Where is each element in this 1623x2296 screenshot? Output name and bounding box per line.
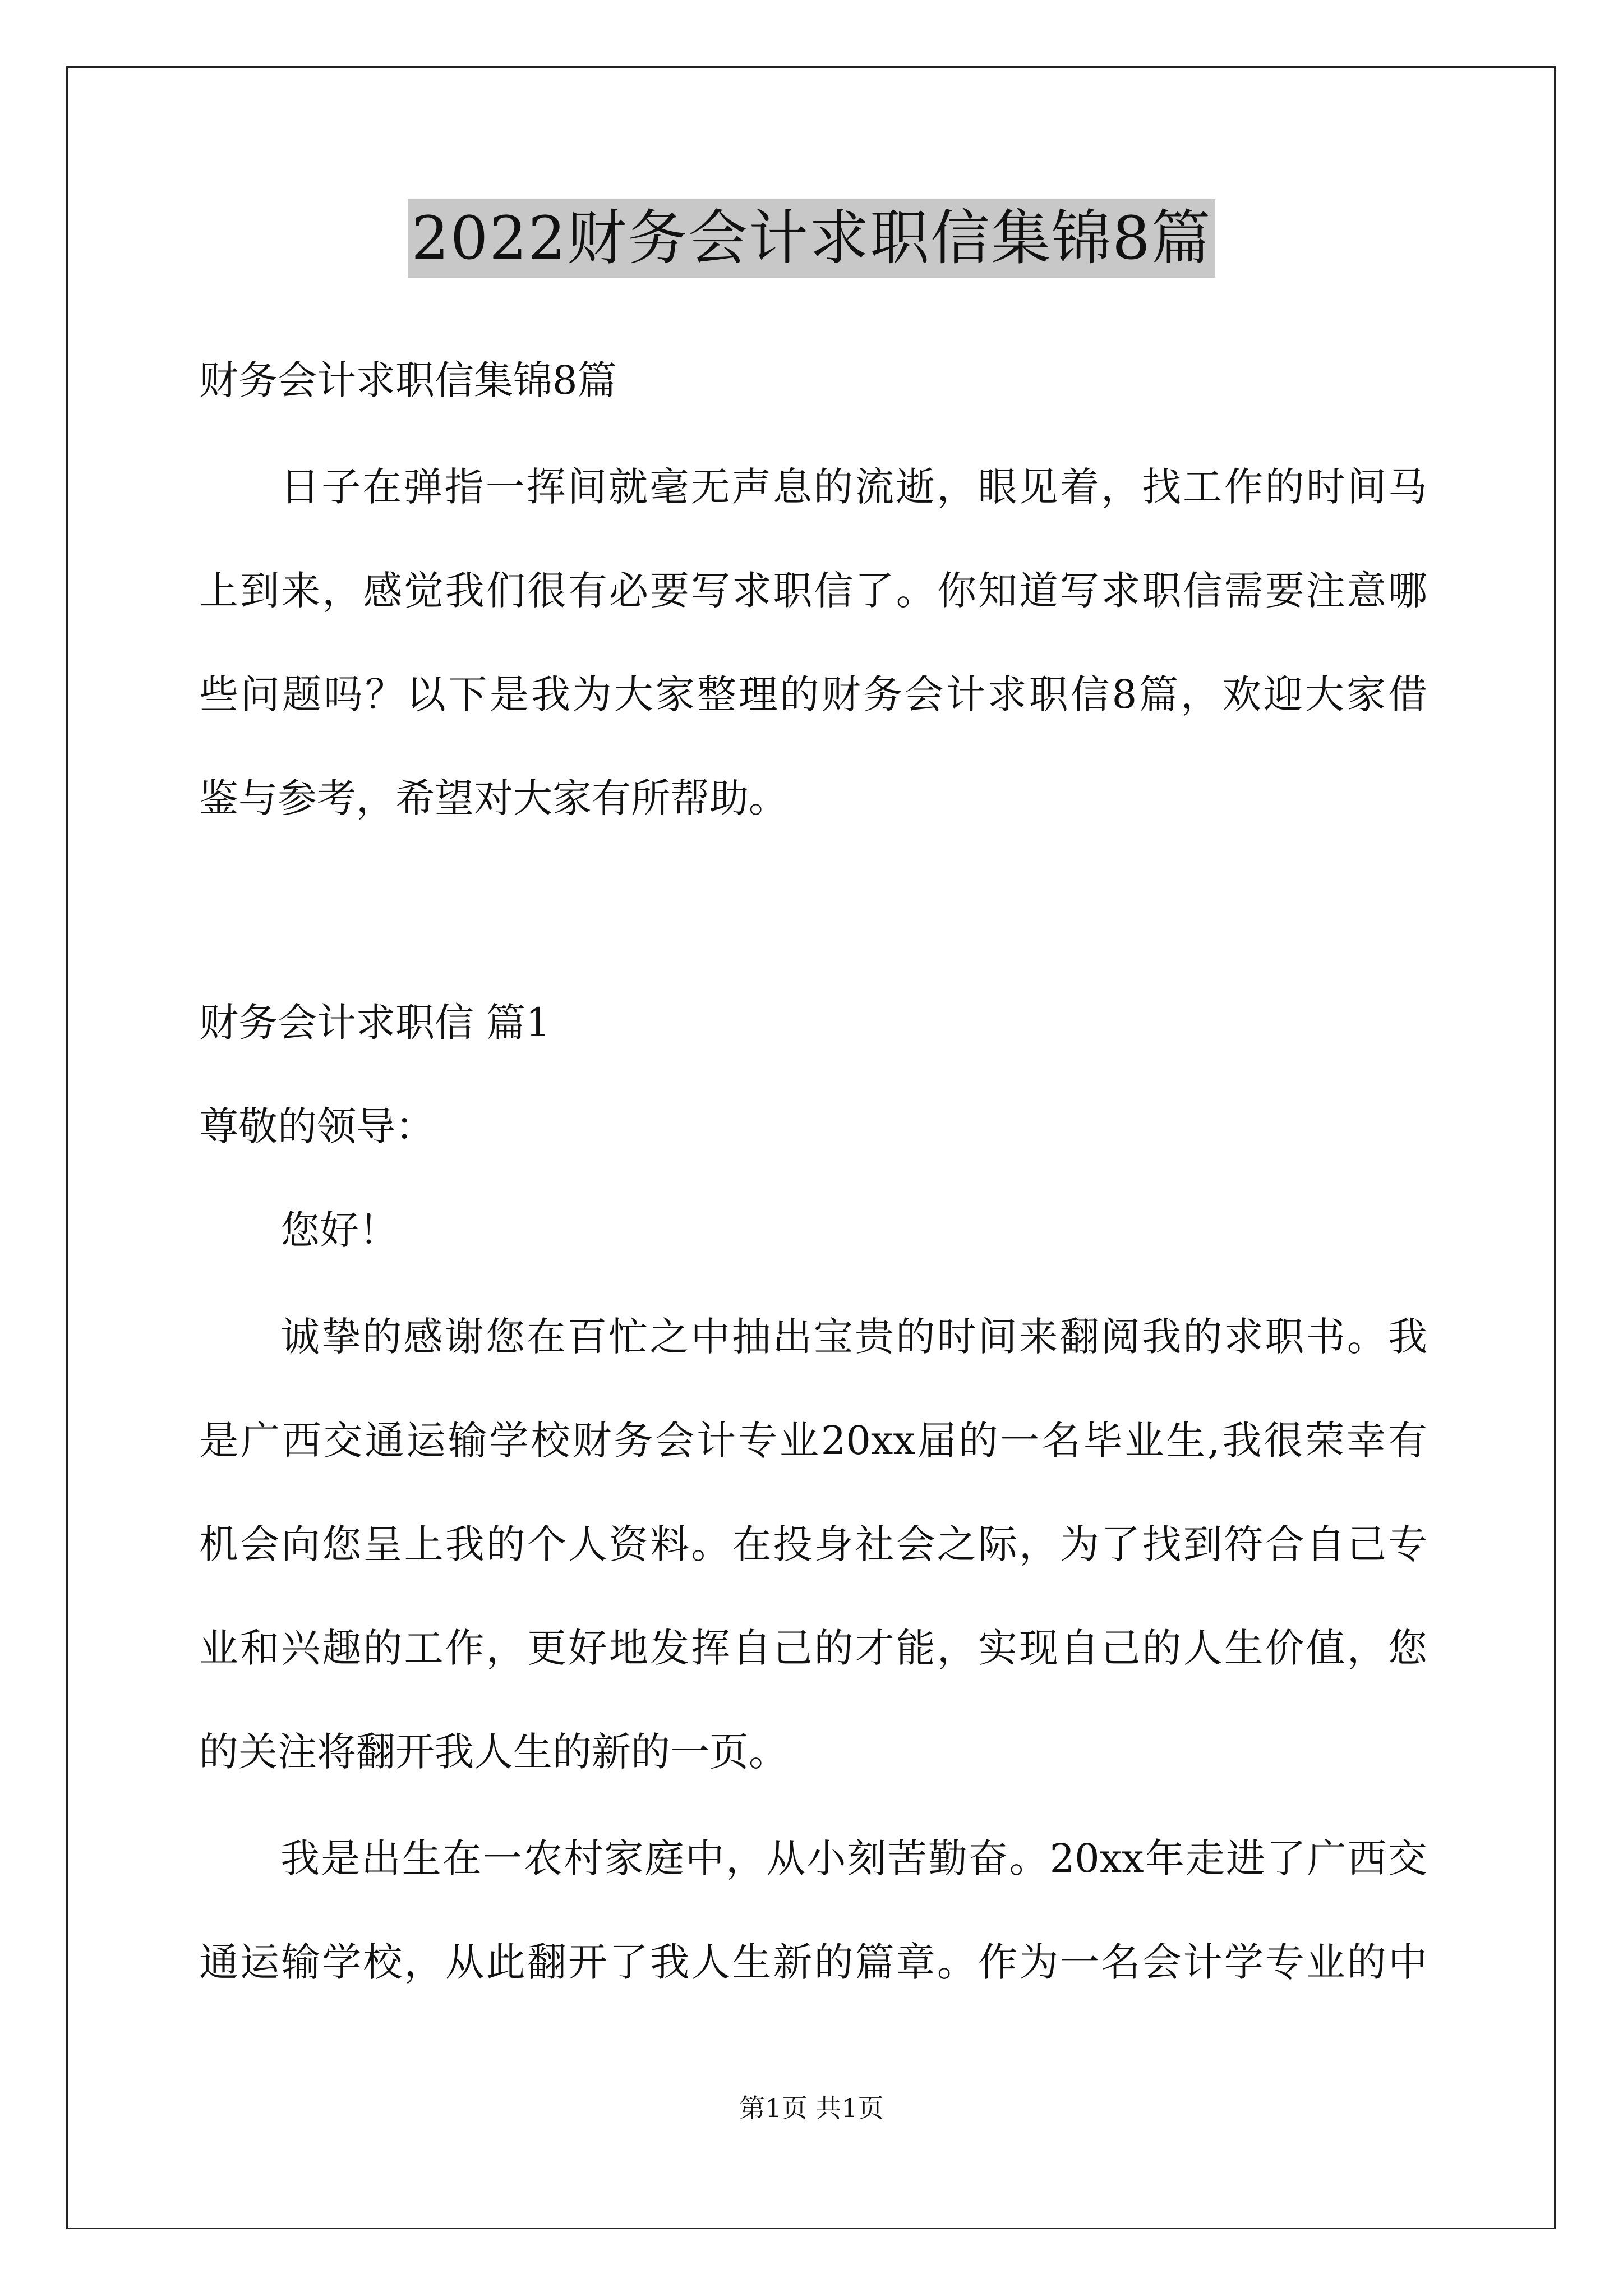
intro-line-3: 些问题吗？以下是我为大家整理的财务会计求职信8篇，欢迎大家借	[199, 671, 1427, 717]
paragraph2-line-2: 通运输学校，从此翻开了我人生新的篇章。作为一名会计学专业的中	[199, 1939, 1427, 1985]
document-title: 2022财务会计求职信集锦8篇	[408, 199, 1215, 278]
page-footer: 第1页 共1页	[739, 2093, 884, 2123]
paragraph1-line-1: 诚挚的感谢您在百忙之中抽出宝贵的时间来翻阅我的求职书。我	[280, 1314, 1427, 1360]
paragraph1-line-2: 是广西交通运输学校财务会计专业20xx届的一名毕业生,我很荣幸有	[199, 1418, 1427, 1464]
intro-line-2: 上到来，感觉我们很有必要写求职信了。你知道写求职信需要注意哪	[199, 568, 1427, 614]
intro-line-1: 日子在弹指一挥间就毫无声息的流逝，眼见着，找工作的时间马	[280, 464, 1427, 510]
section-heading: 财务会计求职信 篇1	[199, 1000, 551, 1046]
greeting: 您好！	[280, 1207, 398, 1253]
paragraph1-line-3: 机会向您呈上我的个人资料。在投身社会之际，为了找到符合自己专	[199, 1521, 1427, 1567]
document-subtitle: 财务会计求职信集锦8篇	[199, 357, 617, 403]
paragraph2-line-1: 我是出生在一农村家庭中，从小刻苦勤奋。20xx年走进了广西交	[280, 1835, 1427, 1881]
intro-line-4: 鉴与参考，希望对大家有所帮助。	[199, 775, 788, 821]
paragraph1-line-5: 的关注将翻开我人生的新的一页。	[199, 1729, 788, 1775]
paragraph1-line-4: 业和兴趣的工作，更好地发挥自己的才能，实现自己的人生价值，您	[199, 1625, 1427, 1671]
title-container	[0, 199, 1623, 278]
salutation: 尊敬的领导：	[199, 1103, 435, 1149]
